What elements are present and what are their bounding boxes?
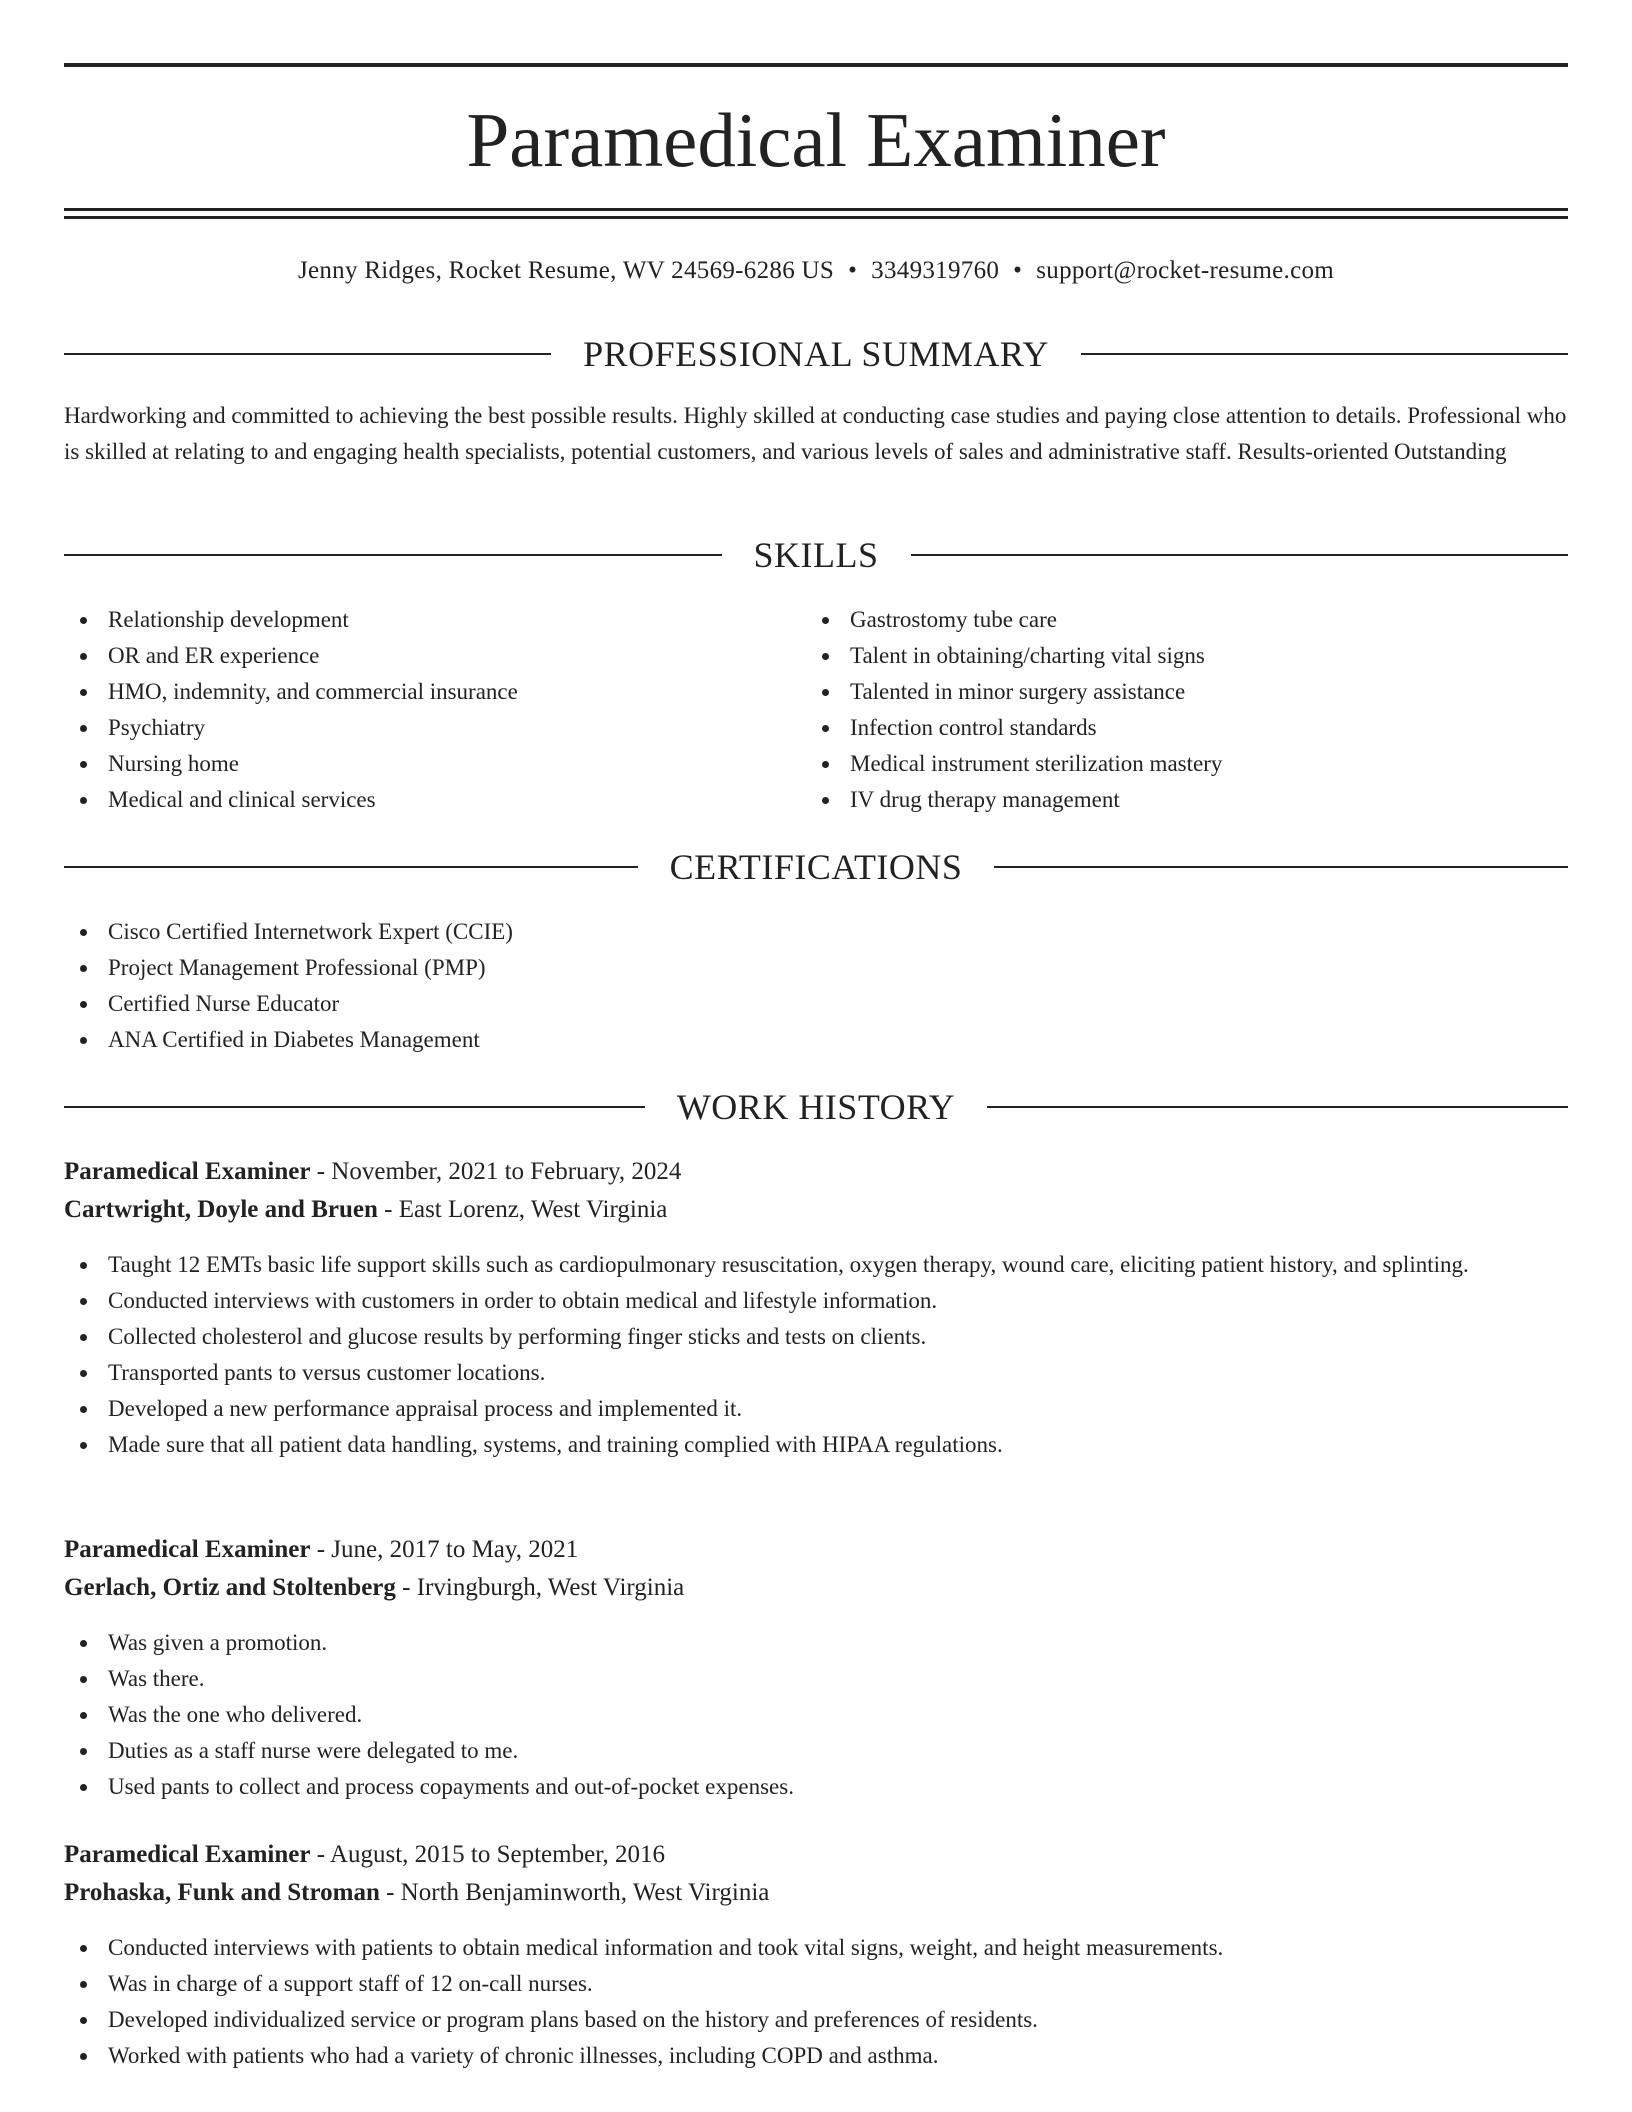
skill-item: Medical instrument sterilization mastery xyxy=(806,746,1568,782)
contact-line xyxy=(64,254,1568,288)
job-bullet: Was there. xyxy=(64,1661,1568,1697)
job-bullet: Made sure that all patient data handling, systems, and training complied with HIPAA regulations. xyxy=(64,1427,1568,1463)
section-rule-right xyxy=(911,554,1569,556)
certifications-list xyxy=(64,914,1568,1058)
job-location: - North Benjaminworth, West Virginia xyxy=(379,1879,770,1906)
job-title-line xyxy=(64,1153,1568,1191)
job-company: Gerlach, Ortiz and Stoltenberg xyxy=(64,1574,396,1601)
header-top-rule xyxy=(64,63,1568,67)
skill-item: Infection control standards xyxy=(806,710,1568,746)
job-bullets xyxy=(64,1247,1568,1463)
section-rule-right xyxy=(994,866,1568,868)
job-bullet: Conducted interviews with patients to obtain medical information and took vital signs, weight, and height measurements. xyxy=(64,1930,1568,1966)
job-bullet: Duties as a staff nurse were delegated to me. xyxy=(64,1733,1568,1769)
contact-email: support@rocket-resume.com xyxy=(1036,257,1335,284)
job-dates: - November, 2021 to February, 2024 xyxy=(310,1158,682,1185)
section-rule-right xyxy=(987,1106,1568,1108)
section-rule-left xyxy=(64,1106,645,1108)
certifications-section-header xyxy=(64,845,1568,889)
skills-heading: SKILLS xyxy=(753,535,879,575)
job-company-line xyxy=(64,1191,1568,1229)
skill-item: HMO, indemnity, and commercial insurance xyxy=(64,674,804,710)
work-heading: WORK HISTORY xyxy=(676,1087,956,1127)
job-company-line xyxy=(64,1569,1568,1607)
job-location: - Irvingburgh, West Virginia xyxy=(395,1574,685,1601)
work-section-header xyxy=(64,1085,1568,1129)
job-bullets xyxy=(64,1930,1568,2074)
skills-section-header xyxy=(64,533,1568,577)
job-bullet: Developed a new performance appraisal process and implemented it. xyxy=(64,1391,1568,1427)
certification-item: ANA Certified in Diabetes Management xyxy=(64,1022,1568,1058)
job-bullet: Taught 12 EMTs basic life support skills such as cardiopulmonary resuscitation, oxygen therapy, wound care, eliciting patient history, and splinting. xyxy=(64,1247,1568,1283)
skill-item: Psychiatry xyxy=(64,710,804,746)
job-bullet: Worked with patients who had a variety of chronic illnesses, including COPD and asthma. xyxy=(64,2038,1568,2074)
section-rule-left xyxy=(64,353,551,355)
job-title: Paramedical Examiner xyxy=(64,1158,311,1185)
header-double-rule-upper xyxy=(64,208,1568,211)
job-dates: - August, 2015 to September, 2016 xyxy=(310,1841,666,1868)
certifications-heading: CERTIFICATIONS xyxy=(669,847,963,887)
section-rule-left xyxy=(64,866,638,868)
job-company-line xyxy=(64,1874,1568,1912)
job-company: Cartwright, Doyle and Bruen xyxy=(64,1196,378,1223)
skill-item: Gastrostomy tube care xyxy=(806,602,1568,638)
job-title: Paramedical Examiner xyxy=(64,1536,311,1563)
contact-separator: • xyxy=(848,257,858,284)
skill-item: Talented in minor surgery assistance xyxy=(806,674,1568,710)
job-bullet: Used pants to collect and process copayments and out-of-pocket expenses. xyxy=(64,1769,1568,1805)
certification-item: Certified Nurse Educator xyxy=(64,986,1568,1022)
summary-section-header xyxy=(64,332,1568,376)
certification-item: Cisco Certified Internetwork Expert (CCIE) xyxy=(64,914,1568,950)
skill-item: Relationship development xyxy=(64,602,804,638)
job-bullet: Was given a promotion. xyxy=(64,1625,1568,1661)
certification-item: Project Management Professional (PMP) xyxy=(64,950,1568,986)
job-title: Paramedical Examiner xyxy=(64,1841,311,1868)
job-title-line xyxy=(64,1531,1568,1569)
section-rule-right xyxy=(1081,353,1568,355)
job-bullet: Collected cholesterol and glucose results by performing finger sticks and tests on clients. xyxy=(64,1319,1568,1355)
job-company: Prohaska, Funk and Stroman xyxy=(64,1879,380,1906)
summary-text: Hardworking and committed to achieving the best possible results. Highly skilled at conducting case studies and paying close attention to details. Professional who is skilled at relating to and engaging health specialists, potential customers, and various levels of sales and administrative staff. Results-oriented Outstanding xyxy=(64,403,1567,464)
skill-item: IV drug therapy management xyxy=(806,782,1568,818)
job-bullet: Developed individualized service or program plans based on the history and preferences of residents. xyxy=(64,2002,1568,2038)
skills-list-right xyxy=(806,602,1568,818)
skill-item: Nursing home xyxy=(64,746,804,782)
job-bullets xyxy=(64,1625,1568,1805)
job-bullet: Transported pants to versus customer locations. xyxy=(64,1355,1568,1391)
job-bullet: Was the one who delivered. xyxy=(64,1697,1568,1733)
skill-item: Medical and clinical services xyxy=(64,782,804,818)
skills-list-left xyxy=(64,602,804,818)
job-dates: - June, 2017 to May, 2021 xyxy=(310,1536,579,1563)
job-bullet: Conducted interviews with customers in order to obtain medical and lifestyle information. xyxy=(64,1283,1568,1319)
job-title-line xyxy=(64,1836,1568,1874)
job-location: - East Lorenz, West Virginia xyxy=(377,1196,668,1223)
candidate-name: Paramedical Examiner xyxy=(466,97,1166,183)
contact-phone: 3349319760 xyxy=(871,257,1000,284)
skill-item: OR and ER experience xyxy=(64,638,804,674)
skill-item: Talent in obtaining/charting vital signs xyxy=(806,638,1568,674)
contact-address: Jenny Ridges, Rocket Resume, WV 24569-6286 US xyxy=(297,257,835,284)
job-bullet: Was in charge of a support staff of 12 on-call nurses. xyxy=(64,1966,1568,2002)
summary-heading: PROFESSIONAL SUMMARY xyxy=(583,334,1049,374)
contact-separator: • xyxy=(1013,257,1023,284)
header-double-rule-lower xyxy=(64,216,1568,219)
section-rule-left xyxy=(64,554,722,556)
